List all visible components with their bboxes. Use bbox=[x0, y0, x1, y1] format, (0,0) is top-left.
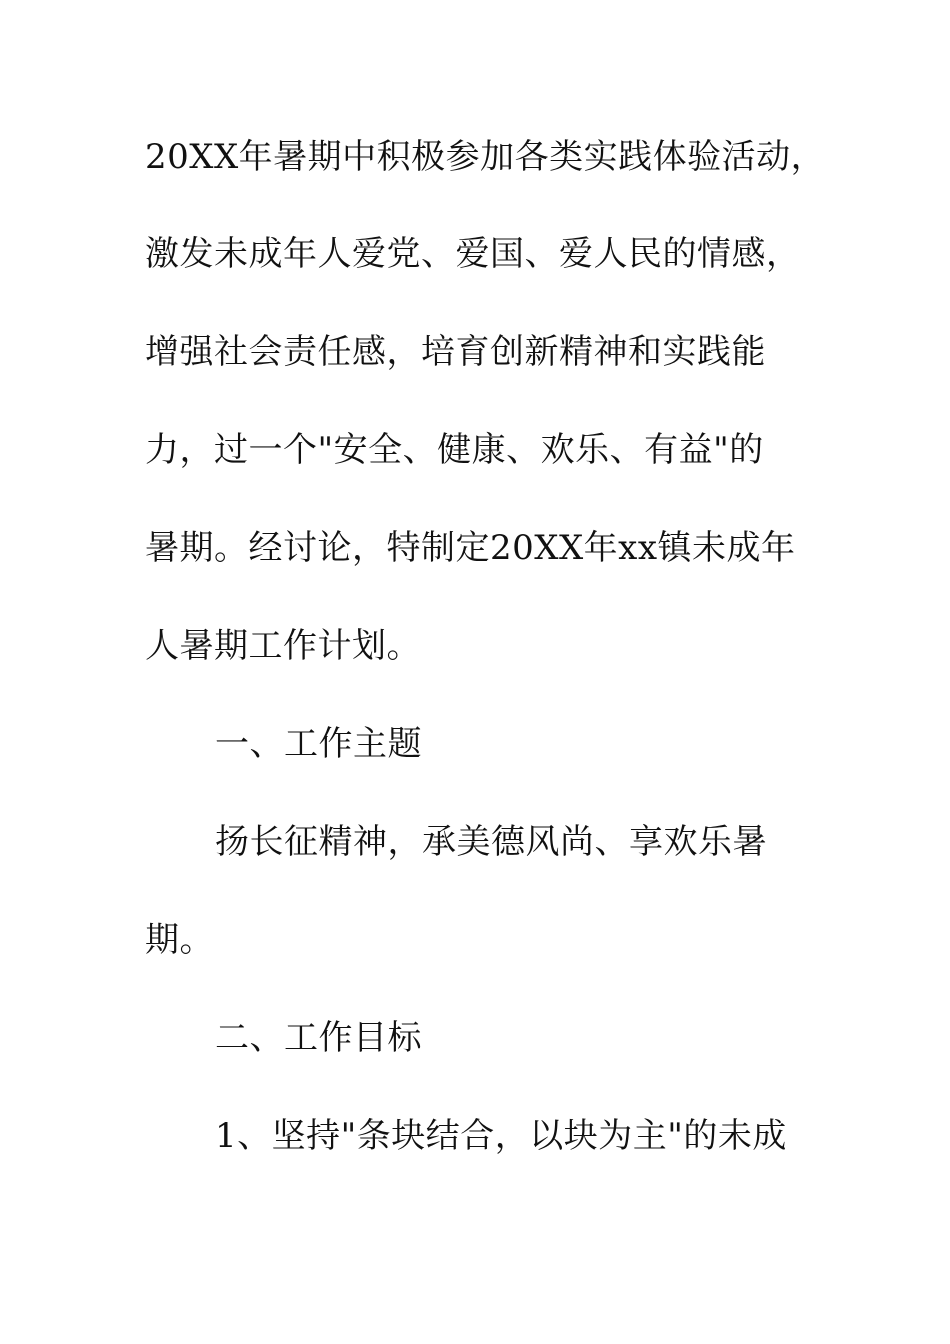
paragraph-line-3: 增强社会责任感，培育创新精神和实践能 bbox=[145, 332, 766, 372]
paragraph-line-4: 力，过一个"安全、健康、欢乐、有益"的 bbox=[145, 430, 764, 470]
section-heading-2: 二、工作目标 bbox=[215, 1018, 422, 1058]
paragraph-line-5: 暑期。经讨论，特制定20XX年xx镇未成年 bbox=[145, 528, 796, 568]
paragraph-line-2: 激发未成年人爱党、爱国、爱人民的情感， bbox=[145, 234, 801, 274]
section-heading-1: 一、工作主题 bbox=[215, 724, 422, 764]
paragraph-line-1: 20XX年暑期中积极参加各类实践体验活动， bbox=[145, 137, 826, 177]
paragraph-line-8: 期。 bbox=[145, 920, 214, 960]
paragraph-line-7: 扬长征精神，承美德风尚、享欢乐暑 bbox=[215, 822, 767, 862]
paragraph-line-9: 1、坚持"条块结合，以块为主"的未成 bbox=[215, 1116, 787, 1156]
paragraph-line-6: 人暑期工作计划。 bbox=[145, 626, 421, 666]
